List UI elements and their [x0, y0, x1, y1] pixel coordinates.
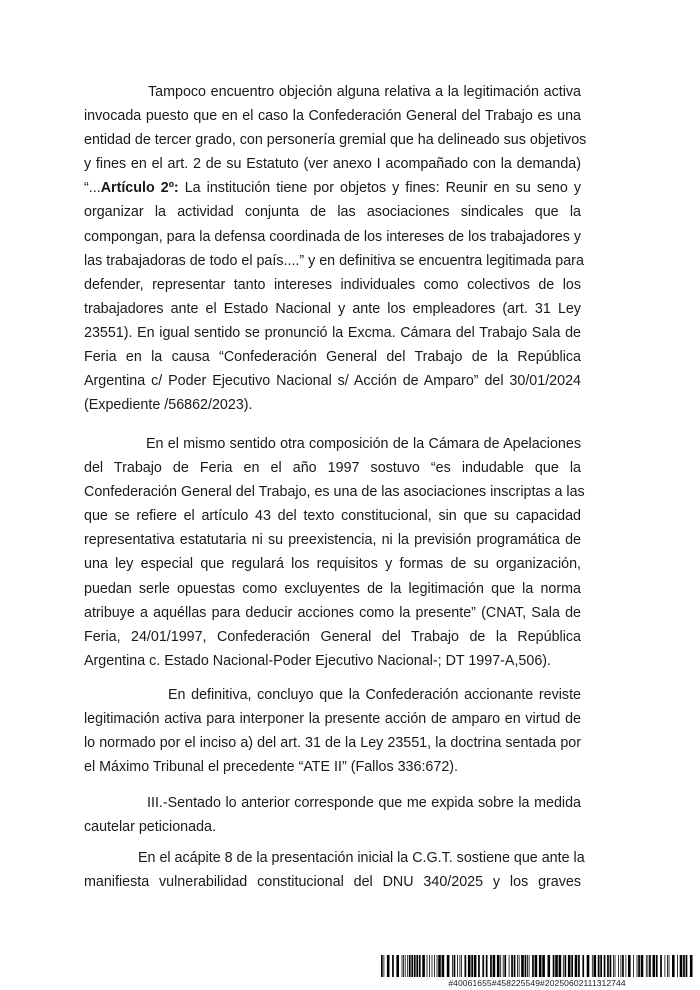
barcode-bar: [653, 955, 656, 977]
barcode-bar: [471, 955, 473, 977]
barcode-bar: [493, 955, 496, 977]
barcode-bar: [529, 955, 530, 977]
barcode-bar: [432, 955, 433, 977]
text-line: las trabajadoras de todo el país....” y en definitiva se encuentra legitimada para: [84, 252, 584, 269]
barcode-bar: [613, 955, 614, 977]
barcode-bar: [665, 955, 666, 977]
barcode-bar: [427, 955, 428, 977]
barcode-bar: [563, 955, 564, 977]
barcode-bar: [587, 955, 590, 977]
barcode-bar: [414, 955, 416, 977]
text-line: (Expediente /56862/2023).: [84, 397, 253, 414]
barcode-bar: [461, 955, 462, 977]
barcode-bar: [384, 955, 385, 977]
barcode-bar: [626, 955, 627, 977]
barcode-bar: [478, 955, 480, 977]
barcode-bar: [677, 955, 678, 977]
barcode-bar: [452, 955, 453, 977]
barcode-bar: [690, 955, 693, 977]
text-line: una ley especial que regulará los requisitos y formas de su organización,: [84, 556, 581, 573]
barcode-bar: [615, 955, 616, 977]
barcode-bar: [649, 955, 651, 977]
paragraph-acapite-8: [84, 846, 585, 894]
text-line: compongan, para la defensa coordinada de los intereses de los trabajadores y: [84, 228, 581, 245]
barcode-bar: [633, 955, 634, 977]
barcode-bar: [504, 955, 506, 977]
barcode-bar: [621, 955, 622, 977]
barcode-bar: [490, 955, 492, 977]
barcode-bar: [582, 955, 584, 977]
barcode-bar: [457, 955, 458, 977]
bold-text: Artículo 2º:: [100, 180, 179, 197]
barcode-bar: [656, 955, 658, 977]
barcode-bar: [604, 955, 606, 977]
barcode-bar: [628, 955, 631, 977]
text-line: atribuye a aquéllas para deducir acciones como la presente” (CNAT, Sala de: [84, 604, 581, 621]
text-line: Feria en la causa “Confederación General del Trabajo de la República: [84, 349, 581, 366]
text-line: En el acápite 8 de la presentación inicial la C.G.T. sostiene que ante la: [138, 850, 585, 866]
barcode-bar: [447, 955, 450, 977]
barcode-bar: [598, 955, 600, 977]
barcode-bar: [396, 955, 399, 977]
barcode-bar: [405, 955, 406, 977]
barcode-bar: [407, 955, 408, 977]
paragraph-conclusion: [84, 683, 581, 779]
barcode-bar: [660, 955, 662, 977]
barcode-bar: [667, 955, 668, 977]
barcode-bar: [525, 955, 527, 977]
barcode-bar: [575, 955, 578, 977]
text-line: el Máximo Tribunal el precedente “ATE II” (Fallos 336:672).: [84, 759, 459, 776]
barcode-bar: [680, 955, 683, 977]
barcode-bar: [565, 955, 567, 977]
barcode-bar: [637, 955, 638, 977]
text-line: En el mismo sentido otra composición de la Cámara de Apelaciones: [146, 436, 581, 452]
barcode-bar: [555, 955, 558, 977]
barcode-text: #40061655#458225549#20250602111312744: [448, 978, 626, 988]
barcode-bar: [497, 955, 500, 977]
barcode-bar: [509, 955, 510, 977]
barcode-bar: [434, 955, 435, 977]
barcode-bar: [429, 955, 430, 977]
text-line: entidad de tercer grado, con personería gremial que ha delineado sus objetivos: [84, 132, 587, 149]
barcode-bar: [669, 955, 670, 977]
text-line: Argentina c/ Poder Ejecutivo Nacional s/ Acción de Amparo” del 30/01/2024: [84, 373, 581, 390]
barcode-bar: [411, 955, 413, 977]
text-line: III.-Sentado lo anterior corresponde que me expida sobre la medida: [147, 795, 581, 811]
barcode-bar: [468, 955, 471, 977]
barcode-image: [381, 955, 693, 977]
text-line: puedan serle opuestas como excluyentes de la legitimación que la norma: [84, 580, 581, 597]
text-line: En definitiva, concluyo que la Confederación accionante reviste: [168, 687, 581, 703]
barcode-bar: [521, 955, 524, 977]
barcode-bar: [500, 955, 501, 977]
text-line: del Trabajo de Feria en el año 1997 sostuvo “es indudable que la: [84, 460, 581, 477]
barcode-bar: [672, 955, 675, 977]
text-line: Confederación General del Trabajo, es una de las asociaciones inscriptas a las: [84, 484, 585, 501]
barcode-bar: [578, 955, 580, 977]
barcode-bar: [610, 955, 612, 977]
barcode-bar: [683, 955, 685, 977]
barcode-bar: [638, 955, 640, 977]
barcode-bar: [409, 955, 411, 977]
barcode-bar: [559, 955, 562, 977]
barcode-bar: [392, 955, 394, 977]
barcode-bar: [387, 955, 390, 977]
text-line: defender, representar tanto intereses individuales como colectivos de los: [84, 276, 581, 293]
barcode-bar: [519, 955, 520, 977]
barcode-bar: [419, 955, 421, 977]
barcode-bar: [517, 955, 518, 977]
barcode-bar: [438, 955, 441, 977]
text-line: 23551). En igual sentido se pronunció la Excma. Cámara del Trabajo Sala de: [84, 324, 581, 341]
text-line: Feria, 24/01/1997, Confederación General del Trabajo de la República: [84, 628, 581, 645]
barcode-bar: [514, 955, 516, 977]
barcode-bar: [381, 955, 383, 977]
text-line: trabajadores ante el Estado Nacional y ante los empleadores (art. 31 Ley: [84, 300, 581, 317]
barcode-bar: [465, 955, 467, 977]
barcode-bar: [539, 955, 542, 977]
text-line: invocada puesto que en el caso la Confederación General del Trabajo es una: [84, 108, 581, 125]
barcode-bar: [600, 955, 602, 977]
text-line: Argentina c. Estado Nacional-Poder Ejecutivo Nacional-; DT 1997-A,506).: [84, 652, 552, 669]
barcode-bar: [422, 955, 425, 977]
paragraph-precedente-1997: [84, 432, 585, 673]
barcode-bar: [527, 955, 528, 977]
paragraph-section-iii: [84, 791, 581, 839]
text-line: manifiesta vulnerabilidad constitucional del DNU 340/2025 y los graves: [84, 874, 581, 891]
text-line: representativa estatutaria ni su preexistencia, ni la previsión programática de: [84, 532, 581, 549]
barcode-bar: [503, 955, 504, 977]
barcode-bar: [571, 955, 573, 977]
barcode-bar: [454, 955, 456, 977]
barcode-bar: [403, 955, 404, 977]
text-line: que se refiere el artículo 43 del texto constitucional, sin que su capacidad: [84, 508, 581, 525]
barcode-bar: [535, 955, 538, 977]
barcode-bar: [511, 955, 513, 977]
barcode-bar: [442, 955, 445, 977]
barcode-bar: [686, 955, 688, 977]
barcode-bar: [548, 955, 551, 977]
barcode-bar: [553, 955, 555, 977]
text-line: Tampoco encuentro objeción alguna relativa a la legitimación activa: [148, 84, 581, 100]
barcode-bar: [607, 955, 609, 977]
barcode-bar: [542, 955, 545, 977]
text-line: cautelar peticionada.: [84, 819, 216, 836]
barcode-bar: [594, 955, 597, 977]
barcode-bar: [532, 955, 534, 977]
barcode-bar: [648, 955, 649, 977]
barcode-bar: [460, 955, 461, 977]
barcode-bar: [592, 955, 593, 977]
text-line-with-bold: “...Artículo 2º: La institución tiene por objetos y fines: Reunir en su seno y: [84, 180, 582, 197]
text-line: y fines en el art. 2 de su Estatuto (ver anexo I acompañado con la demanda): [84, 156, 581, 173]
text-line: legitimación activa para interponer la presente acción de amparo en virtud de: [84, 711, 581, 728]
barcode-bar: [568, 955, 571, 977]
paragraph-legitimacion: [84, 80, 587, 417]
barcode-bar: [437, 955, 438, 977]
barcode-bar: [482, 955, 484, 977]
barcode-bar: [402, 955, 403, 977]
barcode-bar: [646, 955, 647, 977]
text-line: organizar la actividad conjunta de las asociaciones sindicales que la: [84, 204, 581, 221]
barcode-bar: [486, 955, 488, 977]
barcode-bar: [474, 955, 477, 977]
barcode-bar: [618, 955, 619, 977]
barcode-bar: [416, 955, 418, 977]
barcode-bar: [622, 955, 624, 977]
barcode-bar: [641, 955, 644, 977]
text-line: lo normado por el inciso a) del art. 31 de la Ley 23551, la doctrina sentada por: [84, 735, 581, 752]
